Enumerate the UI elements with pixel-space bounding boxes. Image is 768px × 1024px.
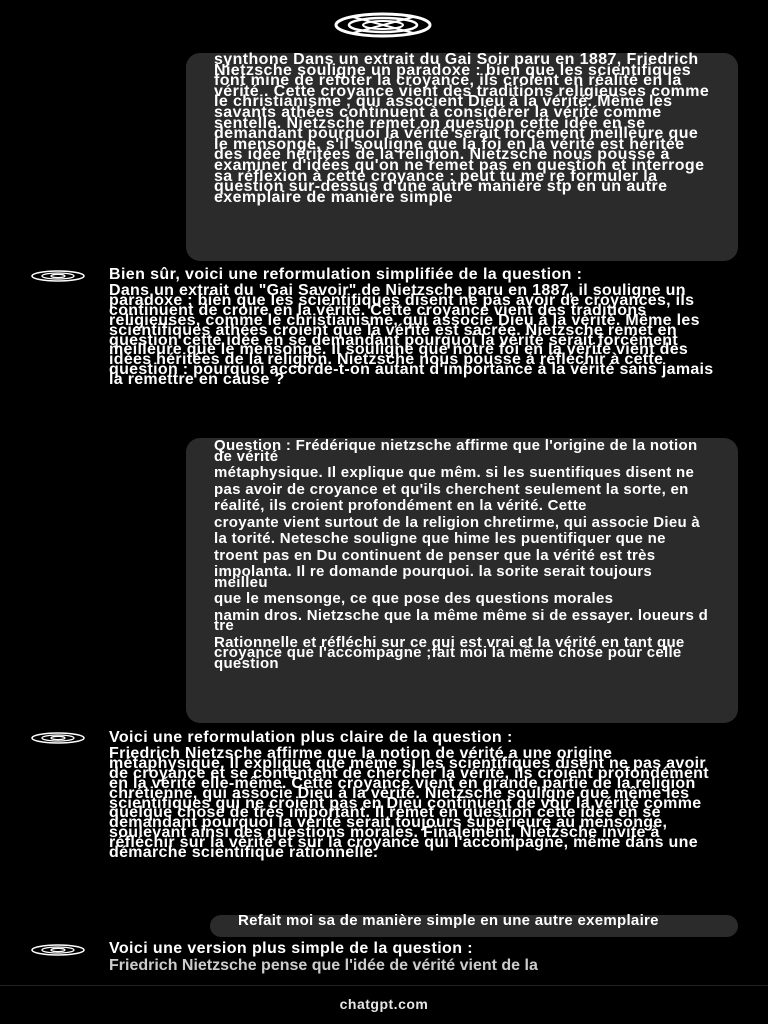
user-message-line: la torité. Netesche souligne que hime les puentifiquer que ne [214, 530, 666, 547]
assistant-message [109, 729, 719, 862]
user-message-line: namin dros. Nietzsche que la même même si de essayer. loueurs d tre [214, 606, 709, 634]
assistant-message-body: Dans un extrait du "Gai Savoir" de Nietzsche paru en 1887, il souligne un paradoxe : bien que les scientifiques disent ne pas avoir de croyances, ils continuent de croire en la vérité. Cette croyance vient des traditions religieuses, comme le christianisme, qui associe Dieu à la vérité. Même les scientifiques athées croient que la vérité est sacrée. Nietzsche remet en question cette idée en se demandant pourquoi la vérité serait forcément meilleure que le mensonge. Il souligne que notre foi en la vérité vient des idées héritées de la religion. Nietzsche nous pousse à réfléchir à cette question : pourquoi accorde-t-on autant d'importance à la vérité sans jamais la remettre en cause ? [109, 282, 714, 389]
assistant-message [109, 940, 719, 974]
user-message-line: réalité, ils croient profondément en la vérité. Cette [214, 497, 587, 514]
user-message-text: synthone Dans un extrait du Gai Soir paru en 1887, Friedrich Nietzsche souligne un paradoxe : bien que les scientifiques font mine de refoter la croyance, ils croient en réalité en la vérité . Cette croyance vient des traditions religieuses comme le christianisme , qui associent Dieu à la vérité. Même les savants athées continuent à considérer la vérité comme sentelle. Nietzsche remet on question cette idée en se demandant pourquoi la vérité serait forcément meilleure que le mensonge, s'il souligne que la foi en la vérité est héritée des idée héritées de la religion. Nietzsche nous pousse à examiner d'idées qu'on ne remet pas en question et interroge sa réflexion à cette croyance : peut tu me re formuler la question sur-dessus d'une autre manière stp en un autre exemplaire de manière simple [214, 51, 710, 206]
user-message-line: pas avoir de croyance et qu'ils cherchent seulement la sorte, en [214, 480, 689, 498]
user-message-line: Question : Frédérique nietzsche affirme que l'origine de la notion de vérité [214, 437, 698, 465]
user-message-line: que le mensonge, ce que pose des questions morales [214, 590, 614, 607]
user-message-line: troent pas en Du continuent de penser que la vérité est très [214, 546, 656, 564]
user-message-text: Refait moi sa de manière simple en une autre exemplaire [238, 912, 659, 929]
user-message-line: Rationnelle et réfléchi sur ce qui est vrai et la vérité en tant que croyance que l'accompagne ;fait moi la même chose pour celle question [214, 633, 685, 672]
footer-divider [0, 985, 768, 986]
assistant-avatar-icon [30, 270, 86, 282]
assistant-message-body: Friedrich Nietzsche affirme que la notion de vérité a une origine métaphysique. Il explique que même si les scientifiques disent ne pas avoir de croyance et se contentent de chercher la vérité, ils croient profondément en la vérité elle-même. Cette croyance vient en grande partie de la religion chrétienne, qui associe Dieu à la vérité. Nietzsche souligne que même les scientifiques qui ne croient pas en Dieu continuent de voir la vérité comme quelque chose de très important. Il remet en question cette idée en se demandant pourquoi la vérité serait toujours supérieure au mensonge, soulevant ainsi des questions morales. Finalement, Nietzsche invite à réfléchir sur la vérité et sur la croyance qui l'accompagne, même dans une démarche scientifique rationnelle. [109, 745, 709, 862]
user-message-bubble [186, 53, 738, 261]
user-message-line: croyante vient surtout de la religion chretirme, qui associe Dieu à [214, 513, 701, 531]
assistant-avatar-icon [30, 732, 86, 744]
assistant-message-truncated: Friedrich Nietzsche pense que l'idée de vérité vient de la [109, 957, 538, 974]
user-message-line: impolanta. Il re domande pourquoi. la sorite serait toujours meilleu [214, 563, 653, 591]
assistant-message-lead: Voici une reformulation plus claire de la question : [109, 729, 513, 746]
user-message-bubble [210, 912, 738, 937]
user-message-line: métaphysique. Il explique que mêm. si les suentifiques disent ne [214, 464, 695, 481]
openai-logo-icon [333, 12, 433, 38]
assistant-avatar-icon [30, 944, 86, 956]
assistant-message [109, 266, 719, 389]
assistant-message-lead: Bien sûr, voici une reformulation simplifiée de la question : [109, 266, 583, 283]
assistant-message-lead: Voici une version plus simple de la question : [109, 940, 473, 957]
url-domain-label[interactable]: chatgpt.com [339, 996, 429, 1012]
user-message-bubble [186, 438, 738, 723]
